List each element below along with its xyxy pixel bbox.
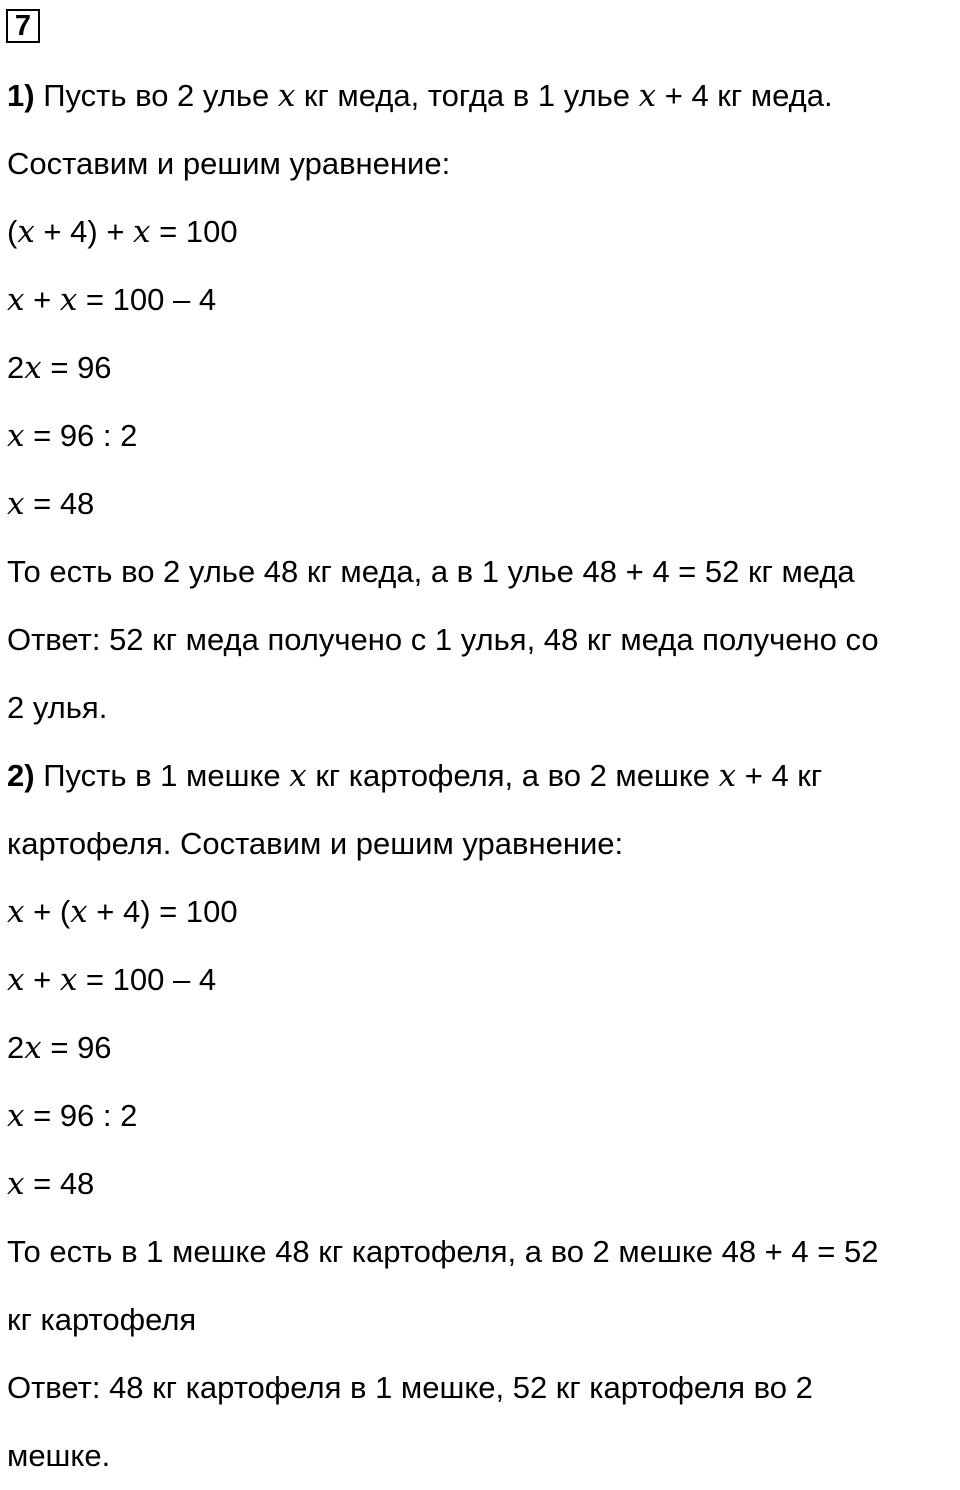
part1-label: 1) [7, 78, 35, 113]
math-variable: x [7, 282, 25, 318]
text-segment: = 96 : 2 [24, 1098, 138, 1133]
part2-intro-text [35, 758, 823, 793]
part2-intro [7, 742, 957, 810]
part1-equation [7, 334, 957, 402]
part2-answer: Ответ: 48 кг картофеля в 1 мешке, 52 кг картофеля во 2 [7, 1370, 813, 1405]
part2-conclusion-cont: кг картофеля [7, 1302, 197, 1337]
math-variable: x [277, 78, 296, 114]
math-variable: x [59, 282, 78, 318]
part2-equation [7, 1014, 957, 1082]
part2-conclusion: То есть в 1 мешке 48 кг картофеля, а во 2 мешке 48 + 4 = 52 [7, 1234, 879, 1269]
math-variable: x [24, 1030, 42, 1066]
part1-intro [7, 62, 957, 130]
part1-equation [7, 198, 957, 266]
text-segment: = 48 [24, 486, 95, 521]
text-segment: = 96 : 2 [24, 418, 138, 453]
part1-equation [7, 470, 957, 538]
text-segment: кг меда, тогда в 1 улье [295, 78, 639, 113]
text-segment: = 100 – 4 [77, 962, 217, 997]
part2-equation [7, 878, 957, 946]
part1-conclusion: То есть во 2 улье 48 кг меда, а в 1 улье 48 + 4 = 52 кг меда [7, 554, 855, 589]
text-segment: = 96 [41, 350, 112, 385]
text-segment: 2 [7, 350, 25, 385]
part2-equation [7, 946, 957, 1014]
part2-equation [7, 1082, 957, 1150]
part1-answer-cont: 2 улья. [7, 690, 108, 725]
text-segment: + 4 кг меда. [656, 78, 833, 113]
text-segment: Пусть во 2 улье [34, 78, 278, 113]
text-segment: кг картофеля, а во 2 мешке [306, 758, 719, 793]
math-variable: x [59, 962, 78, 998]
part2-label: 2) [7, 758, 35, 793]
task-number-badge: 7 [6, 9, 40, 43]
text-segment: = 48 [24, 1166, 95, 1201]
math-variable: x [7, 1166, 25, 1202]
math-variable: x [70, 894, 88, 930]
math-variable: x [718, 758, 737, 794]
text-segment: + [24, 962, 60, 997]
part1-compose: Составим и решим уравнение: [7, 146, 451, 181]
math-variable: x [17, 214, 35, 250]
text-segment: 2 [7, 1030, 25, 1065]
text-segment: + [24, 282, 60, 317]
text-segment: + 4) = 100 [87, 894, 238, 929]
text-segment: Пусть в 1 мешке [34, 758, 290, 793]
part2-intro-cont: картофеля. Составим и решим уравнение: [7, 826, 624, 861]
part1-answer: Ответ: 52 кг меда получено с 1 улья, 48 кг меда получено со [7, 622, 879, 657]
part1-equation [7, 266, 957, 334]
math-variable: x [7, 418, 25, 454]
text-segment: = 100 [150, 214, 238, 249]
part1-intro-text [35, 78, 833, 113]
part2-answer-cont: мешке. [7, 1438, 111, 1473]
math-variable: x [7, 486, 25, 522]
text-segment: = 96 [41, 1030, 112, 1065]
part2-equation [7, 1150, 957, 1218]
solution-text [7, 62, 957, 1490]
math-variable: x [289, 758, 307, 794]
math-variable: x [7, 894, 25, 930]
text-segment: + ( [24, 894, 71, 929]
math-variable: x [7, 1098, 25, 1134]
part1-equation [7, 402, 957, 470]
text-segment: = 100 – 4 [77, 282, 217, 317]
text-segment: + 4) + [34, 214, 134, 249]
math-variable: x [638, 78, 657, 114]
text-segment: + 4 кг [736, 758, 823, 793]
math-variable: x [7, 962, 25, 998]
text-segment: ( [7, 214, 18, 249]
math-variable: x [133, 214, 151, 250]
math-variable: x [24, 350, 42, 386]
